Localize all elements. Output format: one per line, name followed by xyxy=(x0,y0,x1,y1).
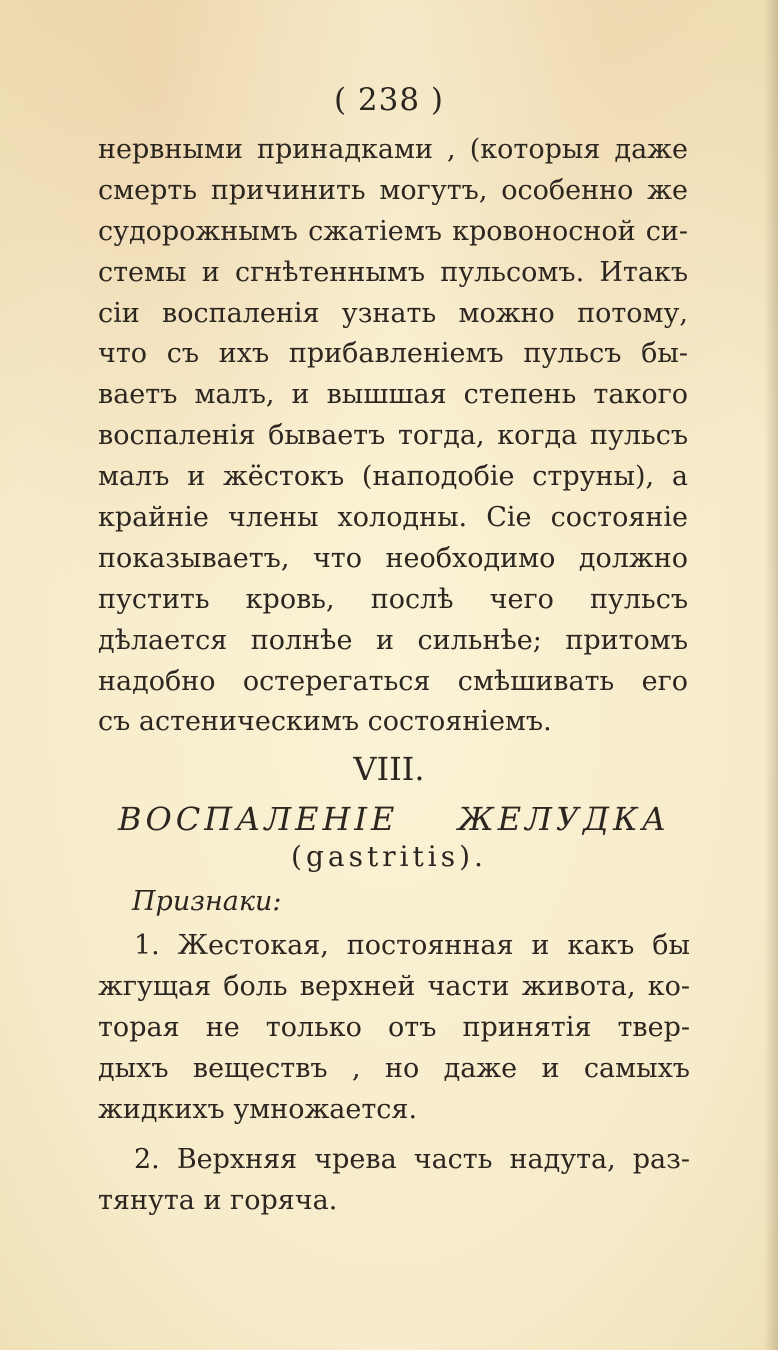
text-line: надобно остерегаться смѣшивать его xyxy=(98,665,688,697)
text-line: малъ и жёстокъ (наподобіе струны), а xyxy=(98,461,688,493)
text-line: стемы и сгнѣтеннымъ пульсомъ. Итакъ xyxy=(98,256,688,288)
text-line: пустить кровь, послѣ чего пульсъ xyxy=(98,583,688,615)
text-line: 1. Жестокая, постоянная и какъ бы xyxy=(134,930,690,961)
text-line: жидкихъ умножается. xyxy=(98,1093,418,1125)
text-line: судорожнымъ сжатіемъ кровоносной си- xyxy=(98,215,688,247)
text-line: показываетъ, что необходимо должно xyxy=(98,542,688,574)
text-line: дѣлается полнѣе и сильнѣе; притомъ xyxy=(98,624,688,656)
list-item xyxy=(98,926,690,1130)
text-line: смерть причинить могутъ, особенно же xyxy=(98,174,688,206)
list-item xyxy=(98,1140,690,1222)
text-line: что съ ихъ прибавленіемъ пульсъ бы- xyxy=(98,338,688,370)
section-number: VIII. xyxy=(353,750,425,788)
text-line: сіи воспаленія узнать можно потому, xyxy=(98,297,688,329)
text-line: жгущая боль верхней части живота, ко- xyxy=(98,970,690,1002)
body-paragraph xyxy=(98,130,688,743)
text-line: 2. Верхняя чрева часть надута, раз- xyxy=(134,1144,690,1175)
text-line: нервными принадками , (которыя даже xyxy=(98,134,688,165)
page-number: ( 238 ) xyxy=(333,82,445,118)
signs-heading: Признаки: xyxy=(132,886,282,917)
text-line: тянута и горяча. xyxy=(98,1184,338,1216)
text-line: воспаленія бываетъ тогда, когда пульсъ xyxy=(98,420,688,452)
latin-name: (gastritis). xyxy=(291,840,487,873)
text-line: ваетъ малъ, и вышшая степень такого xyxy=(98,379,688,411)
page-edge-shadow xyxy=(764,0,778,1350)
section-title: ВОСПАЛЕНІЕ ЖЕЛУДКА xyxy=(118,800,670,838)
text-line: торая не только отъ принятія твер- xyxy=(98,1011,690,1043)
text-line: съ астеническимъ состояніемъ. xyxy=(98,706,552,738)
text-line: дыхъ веществъ , но даже и самыхъ xyxy=(98,1052,690,1084)
text-line: крайніе члены холодны. Сіе состояніе xyxy=(98,502,688,534)
